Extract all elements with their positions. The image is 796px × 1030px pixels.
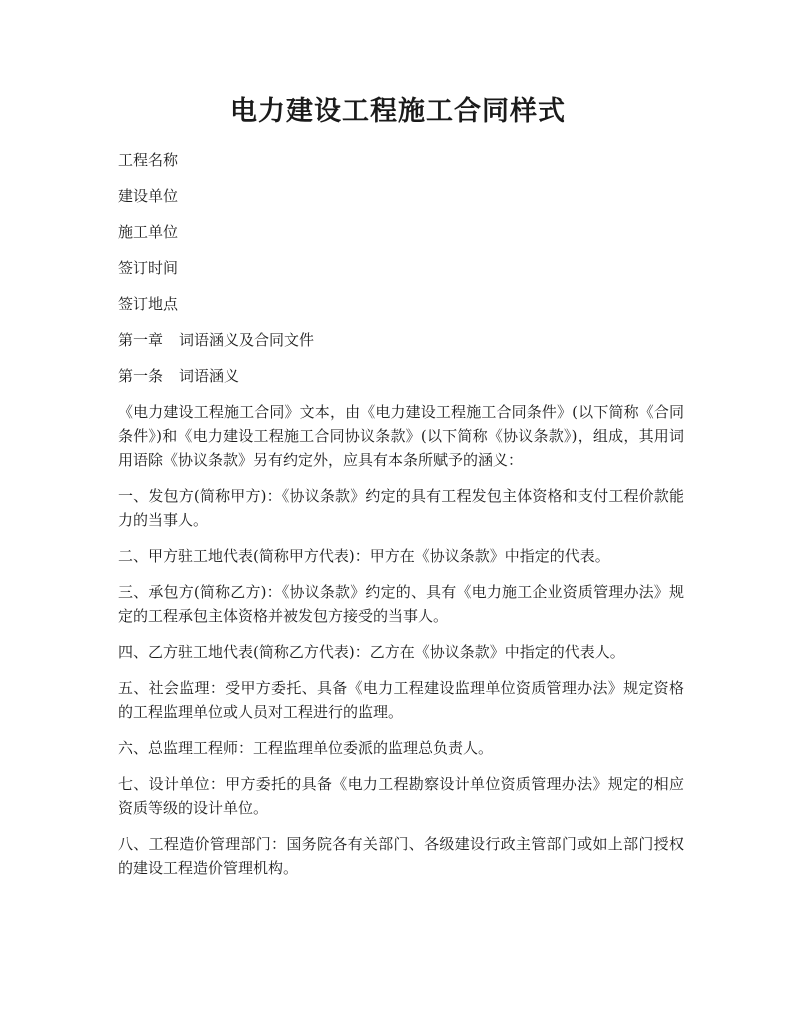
field-project-name: 工程名称: [118, 151, 179, 169]
intro-paragraph: 《电力建设工程施工合同》文本，由《电力建设工程施工合同条件》(以下简称《合同条件》)和《电力建设工程施工合同协议条款》(以下简称《协议条款》)，组成，其用词用语除《协议条款》另有约定外，应具有本条所赋予的涵义：: [118, 403, 684, 469]
document-title: 电力建设工程施工合同样式: [230, 96, 566, 127]
chapter-title: 词语涵义及合同文件: [179, 331, 315, 349]
article-heading: [118, 364, 684, 388]
definition-item: 四、乙方驻工地代表(简称乙方代表)：乙方在《协议条款》中指定的代表人。: [118, 643, 625, 661]
chapter-number: 第一章: [118, 331, 164, 349]
article-number: 第一条: [118, 367, 164, 385]
definition-item: 五、社会监理：受甲方委托、具备《电力工程建设监理单位资质管理办法》规定资格的工程监理单位或人员对工程进行的监理。: [118, 679, 684, 721]
field-signing-place: 签订地点: [118, 295, 179, 313]
field-contractor-unit: 施工单位: [118, 223, 179, 241]
definition-item: 七、设计单位：甲方委托的具备《电力工程勘察设计单位资质管理办法》规定的相应资质等级的设计单位。: [118, 775, 684, 817]
definition-item: 一、发包方(简称甲方)：《协议条款》约定的具有工程发包主体资格和支付工程价款能力的当事人。: [118, 487, 684, 529]
chapter-heading: [118, 328, 684, 352]
definition-item: 八、工程造价管理部门：国务院各有关部门、各级建设行政主管部门或如上部门授权的建设工程造价管理机构。: [118, 835, 684, 877]
definition-item: 六、总监理工程师：工程监理单位委派的监理总负责人。: [118, 739, 494, 757]
document-body: [118, 148, 684, 892]
field-construction-unit: 建设单位: [118, 187, 179, 205]
field-signing-time: 签订时间: [118, 259, 179, 277]
article-title: 词语涵义: [179, 367, 240, 385]
definition-item: 三、承包方(简称乙方)：《协议条款》约定的、具有《电力施工企业资质管理办法》规定的工程承包主体资格并被发包方接受的当事人。: [118, 583, 684, 625]
definition-item: 二、甲方驻工地代表(简称甲方代表)：甲方在《协议条款》中指定的代表。: [118, 547, 610, 565]
